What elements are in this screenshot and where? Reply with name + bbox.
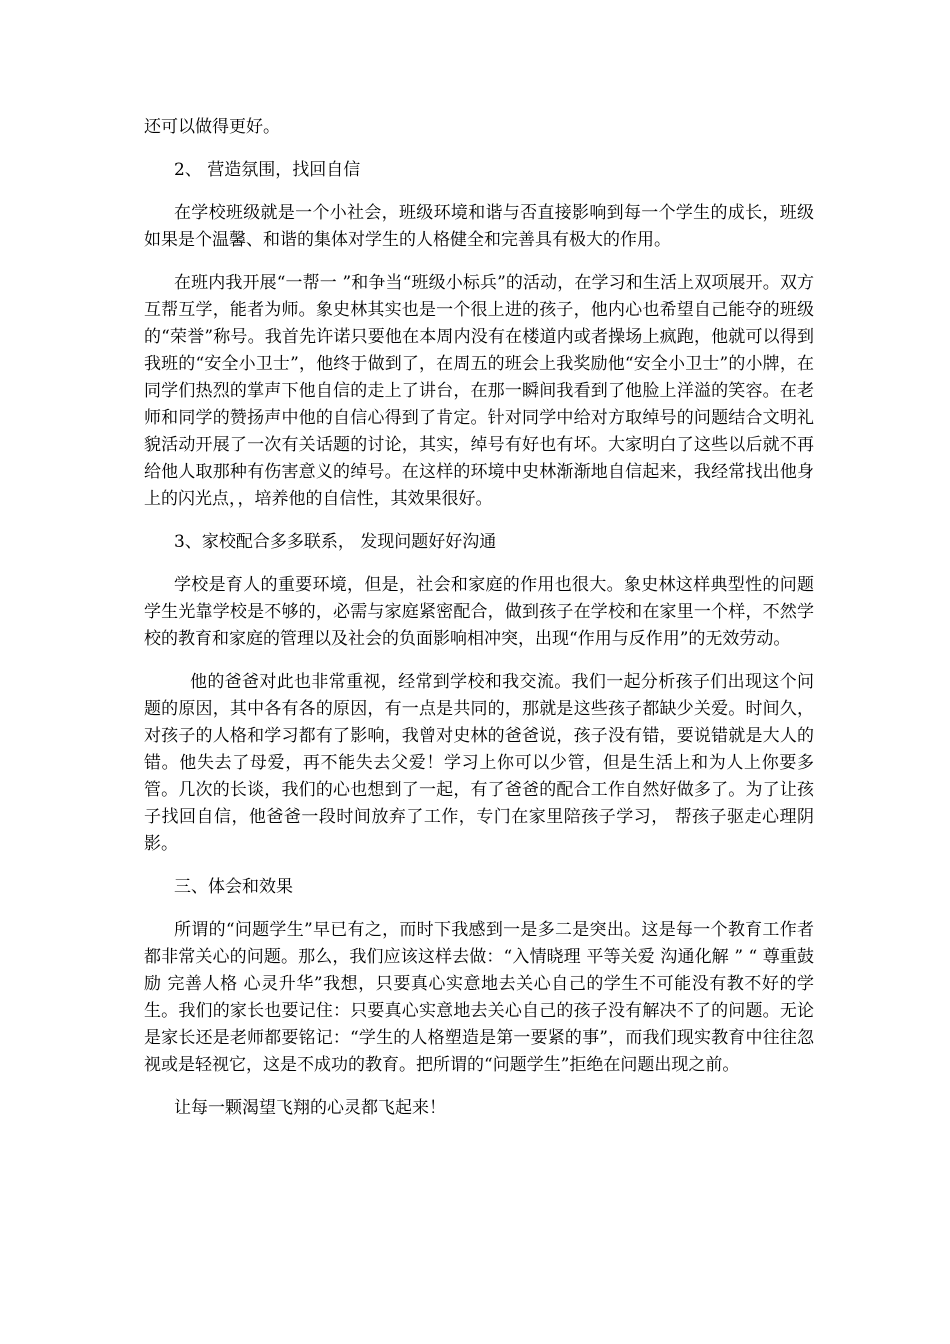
closing-sentence: 让每一颗渴望飞翔的心灵都飞起来！ bbox=[174, 1098, 446, 1118]
document-body bbox=[144, 114, 814, 1138]
paragraph: 学校是育人的重要环境，但是，社会和家庭的作用也很大。象史林这样典型性的问题学生光靠学校是不够的，必需与家庭紧密配合，做到孩子在学校和在家里一个样，不然学校的教育和家庭的管理以及社会的负面影响相冲突，出现“作用与反作用”的无效劳动。 bbox=[144, 575, 814, 649]
paragraph: 他的爸爸对此也非常重视，经常到学校和我交流。我们一起分析孩子们出现这个问题的原因，其中各有各的原因，有一点是共同的，那就是这些孩子都缺少关爱。时间久，对孩子的人格和学习都有了影响，我曾对史林的爸爸说，孩子没有错，要说错就是大人的错。他失去了母爱，再不能失去父爱！学习上你可以少管，但是生活上和为人上你要多管。几次的长谈，我们的心也想到了一起，有了爸爸的配合工作自然好做多了。为了让孩子找回自信，他爸爸一段时间放弃了工作，专门在家里陪孩子学习， 帮孩子驱走心理阴影。 bbox=[144, 672, 814, 854]
paragraph: 在班内我开展“一帮一 ”和争当“班级小标兵”的活动，在学习和生活上双项展开。双方互帮互学，能者为师。象史林其实也是一个很上进的孩子，他内心也希望自己能夺的班级的“荣誉”称号。我首先许诺只要他在本周内没有在楼道内或者操场上疯跑，他就可以得到我班的“安全小卫士”，他终于做到了，在周五的班会上我奖励他“安全小卫士”的小牌，在同学们热烈的掌声下他自信的走上了讲台，在那一瞬间我看到了他脸上洋溢的笑容。在老师和同学的赞扬声中他的自信心得到了肯定。针对同学中给对方取绰号的问题结合文明礼貌活动开展了一次有关话题的讨论，其实，绰号有好也有坏。大家明白了这些以后就不再给他人取那种有伤害意义的绰号。在这样的环境中史林渐渐地自信起来，我经常找出他身上的闪光点，，培养他的自信性，其效果很好。 bbox=[144, 273, 814, 509]
section-heading-2: 2、 营造氛围，找回自信 bbox=[174, 160, 361, 180]
section-heading-results: 三、体会和效果 bbox=[174, 877, 293, 897]
paragraph: 所谓的“问题学生”早已有之，而时下我感到一是多二是突出。这是每一个教育工作者都非常关心的问题。那么，我们应该这样去做：“入情晓理 平等关爱 沟通化解 ” “ 尊重鼓励 完善人格 心灵升华”我想，只要真心实意地去关心自己的学生不可能没有教不好的学生。我们的家长也要记住：只要真心实意地去关心自己的孩子没有解决不了的问题。无论是家长还是老师都要铭记：“学生的人格塑造是第一要紧的事”，而我们现实教育中往往忽视或是轻视它，这是不成功的教育。把所谓的“问题学生”拒绝在问题出现之前。 bbox=[144, 920, 814, 1075]
section-heading-3: 3、家校配合多多联系， 发现问题好好沟通 bbox=[174, 532, 497, 552]
paragraph-continued: 还可以做得更好。 bbox=[144, 117, 280, 137]
paragraph: 在学校班级就是一个小社会，班级环境和谐与否直接影响到每一个学生的成长，班级如果是个温馨、和谐的集体对学生的人格健全和完善具有极大的作用。 bbox=[144, 203, 814, 250]
